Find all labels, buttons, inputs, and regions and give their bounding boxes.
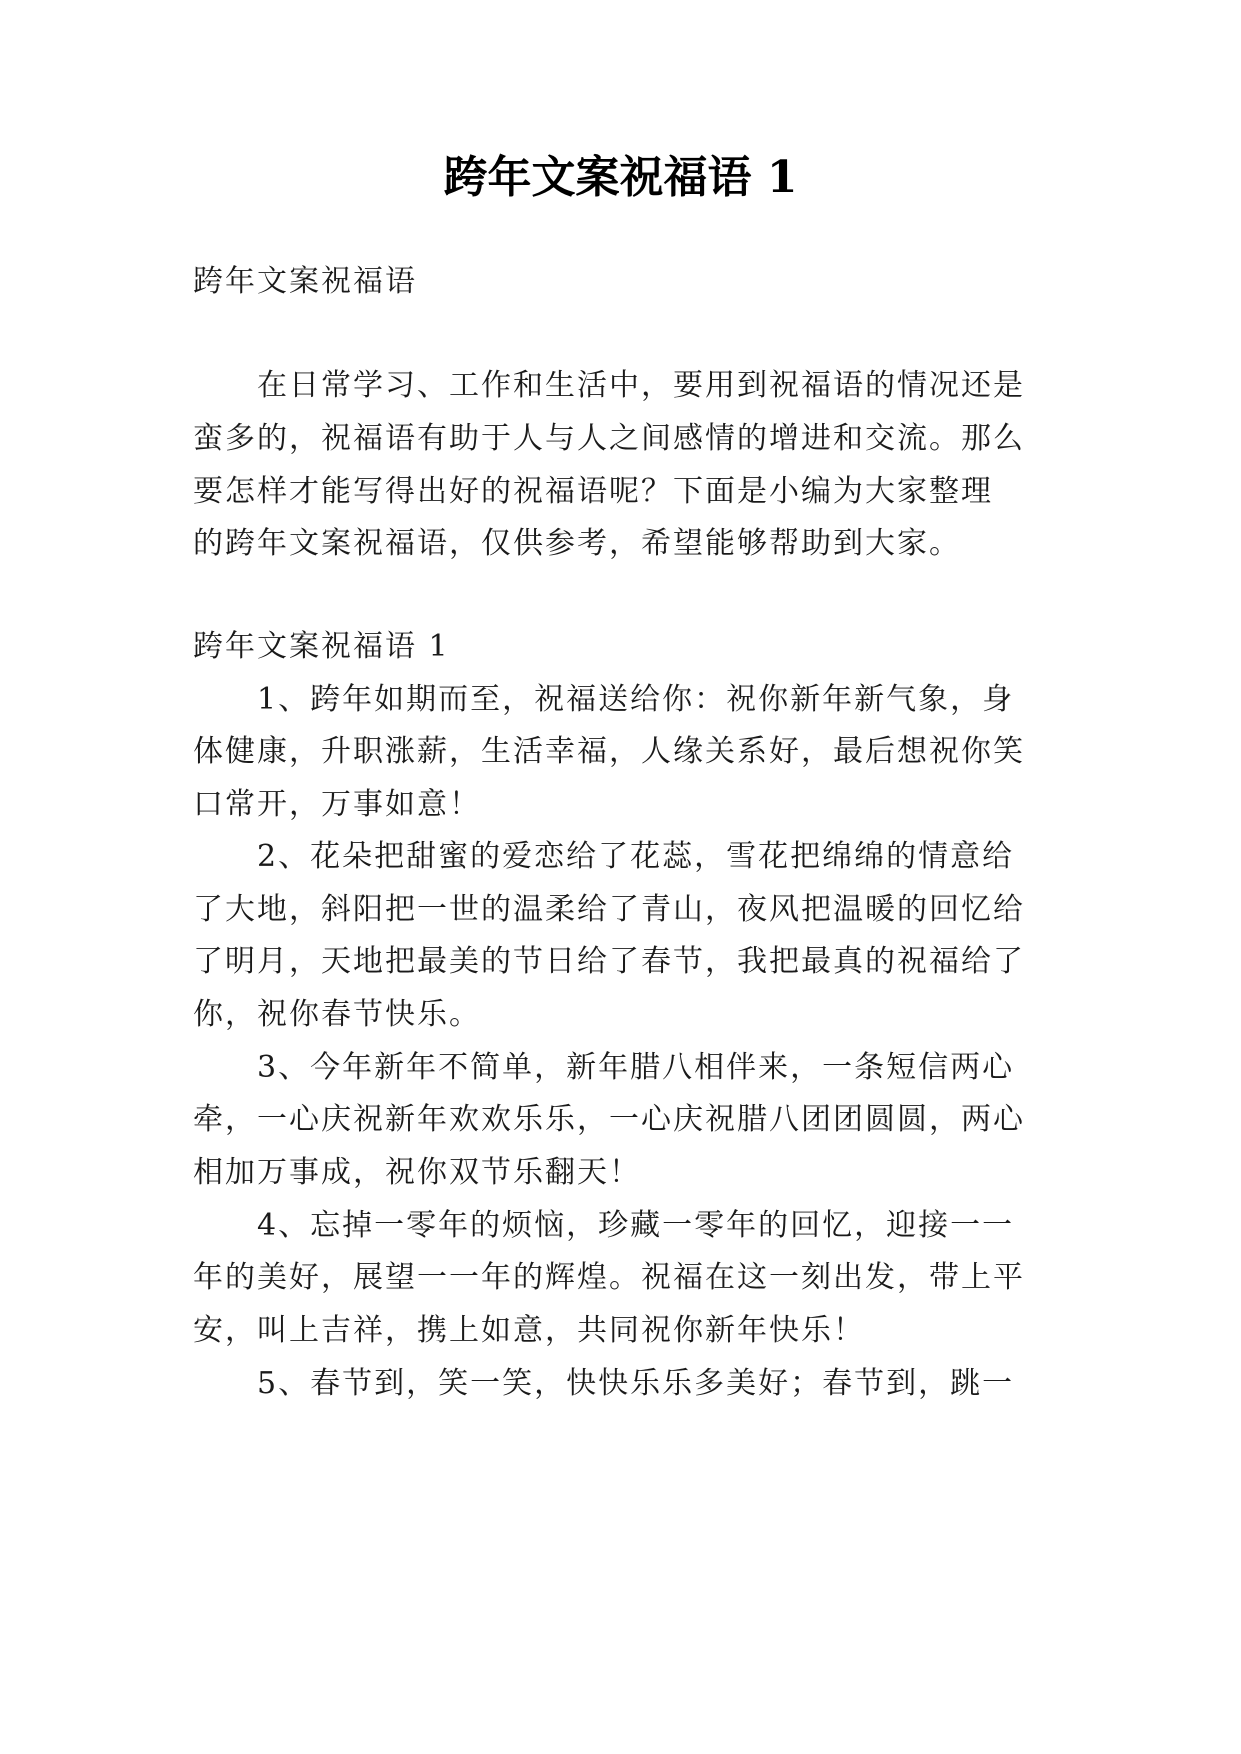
item-3-line: 3、今年新年不简单，新年腊八相伴来，一条短信两心	[257, 1050, 1015, 1085]
item-4-line: 安，叫上吉祥，携上如意，共同祝你新年快乐！	[193, 1313, 865, 1348]
item-4-line: 4、忘掉一零年的烦恼，珍藏一零年的回忆，迎接一一	[257, 1208, 1015, 1243]
item-2-line: 2、花朵把甜蜜的爱恋给了花蕊，雪花把绵绵的情意给	[257, 839, 1015, 874]
page-title: 跨年文案祝福语 1	[443, 152, 798, 203]
section-heading: 跨年文案祝福语 1	[193, 629, 450, 664]
item-4-line: 年的美好，展望一一年的辉煌。祝福在这一刻出发，带上平	[193, 1260, 1025, 1295]
item-3-line: 相加万事成，祝你双节乐翻天！	[193, 1155, 641, 1190]
document-subtitle: 跨年文案祝福语	[193, 264, 417, 299]
item-2-line: 了大地，斜阳把一世的温柔给了青山，夜风把温暖的回忆给	[193, 892, 1025, 927]
intro-line: 的跨年文案祝福语，仅供参考，希望能够帮助到大家。	[193, 526, 961, 561]
item-1-line: 体健康，升职涨薪，生活幸福，人缘关系好，最后想祝你笑	[193, 734, 1025, 769]
intro-line: 蛮多的，祝福语有助于人与人之间感情的增进和交流。那么	[193, 421, 1025, 456]
item-2-line: 你，祝你春节快乐。	[193, 997, 481, 1032]
intro-line: 要怎样才能写得出好的祝福语呢？下面是小编为大家整理	[193, 474, 993, 509]
item-3-line: 牵，一心庆祝新年欢欢乐乐，一心庆祝腊八团团圆圆，两心	[193, 1102, 1025, 1137]
item-5-line: 5、春节到，笑一笑，快快乐乐多美好；春节到，跳一	[257, 1366, 1015, 1401]
item-1-line: 1、跨年如期而至，祝福送给你：祝你新年新气象，身	[257, 682, 1015, 717]
intro-line: 在日常学习、工作和生活中，要用到祝福语的情况还是	[257, 368, 1025, 403]
item-1-line: 口常开，万事如意！	[193, 787, 481, 822]
item-2-line: 了明月，天地把最美的节日给了春节，我把最真的祝福给了	[193, 944, 1025, 979]
